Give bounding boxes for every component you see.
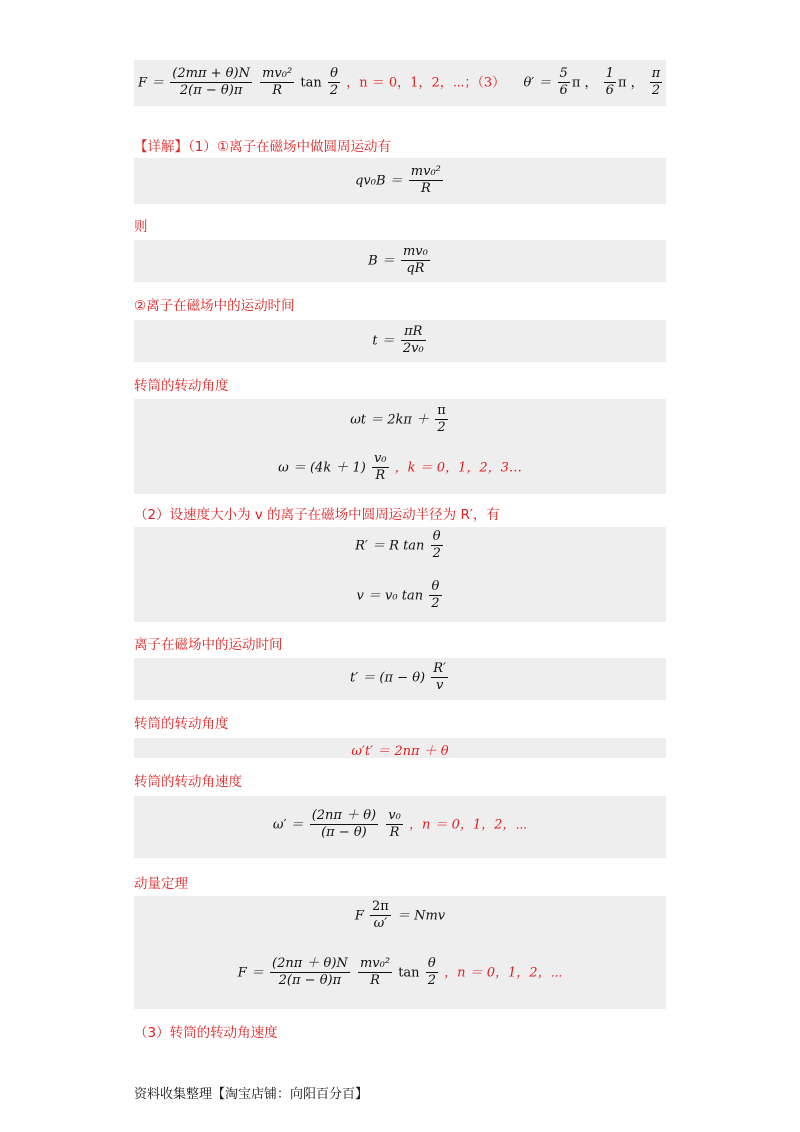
fraction: $\frac{1}{6}$ xyxy=(605,66,614,99)
text-motion-time-2: 离子在磁场中的运动时间 xyxy=(134,637,283,653)
answer-formula: F ＝ $\frac{(2m\pi + \theta)N}{2(\pi - \theta)\pi}$ $\frac{\text{mv₀²}}{R}$ tan $\frac{\theta}{2}$ ，n ＝ 0，1，2，⋯；（3） θ′ ＝ $\frac{5}{6}$ π ， $\frac{1}{6}$ π ， $\frac{\pi}{2}$ xyxy=(138,66,661,99)
theta-prime-label: θ′ ＝ xyxy=(523,75,552,91)
equation-t: t ＝ $\frac{\pi R}{\text{2v₀}}$ xyxy=(372,324,424,357)
equation-box-2 xyxy=(134,240,666,282)
answer-formula-box xyxy=(134,60,666,106)
equation-omega-prime: ω′ ＝ $\frac{(2n\pi + \theta)}{(\pi - \theta)}$ $\frac{\text{v₀}}{R}$ ，n ＝ 0，1，2，⋯ xyxy=(272,808,528,841)
equation-box-4 xyxy=(134,399,666,494)
equation-box-5 xyxy=(134,527,666,622)
detail-heading: 【详解】（1）①离子在磁场中做圆周运动有 xyxy=(134,139,391,155)
equation-box-8 xyxy=(134,796,666,858)
equation-box-6 xyxy=(134,658,666,700)
equation-qvb: qv₀B ＝ $\frac{\text{mv₀²}}{R}$ xyxy=(355,164,441,197)
equation-v: v ＝ v₀ tan $\frac{\theta}{2}$ xyxy=(356,579,440,612)
text-then: 则 xyxy=(134,219,148,235)
text-angular-velocity: 转筒的转动角速度 xyxy=(134,774,242,790)
text-rotation-angle-1: 转筒的转动角度 xyxy=(134,378,229,394)
equation-omega: ω ＝ (4k ＋ 1) $\frac{\text{v₀}}{R}$ ，k ＝ 0，1，2，3… xyxy=(278,451,522,484)
text-part-3: （3）转筒的转动角速度 xyxy=(134,1025,278,1041)
fraction: $\frac{\theta}{2}$ xyxy=(329,66,339,99)
equation-box-7 xyxy=(134,738,666,758)
fraction: $\frac{5}{6}$ xyxy=(559,66,568,99)
text-part-2: （2）设速度大小为 v 的离子在磁场中圆周运动半径为 R′，有 xyxy=(134,507,500,523)
equation-omega-t: ωt ＝ 2kπ ＋ $\frac{\pi}{2}$ xyxy=(350,403,446,436)
equation-box-3 xyxy=(134,320,666,362)
equation-omega-prime-t: ω′t′ ＝ 2nπ ＋ θ xyxy=(351,744,449,759)
equation-box-9 xyxy=(134,896,666,1009)
fraction: $\frac{(2m\pi + \theta)N}{2(\pi - \theta)\pi}$ xyxy=(172,66,250,99)
text-rotation-angle-2: 转筒的转动角度 xyxy=(134,716,229,732)
text-momentum-theorem: 动量定理 xyxy=(134,876,188,892)
fraction: $\frac{\text{mv₀²}}{R}$ xyxy=(262,66,293,99)
answer-tail: ，n ＝ 0，1，2，⋯；（3） xyxy=(346,75,506,91)
equation-b: B ＝ $\frac{\text{mv₀}}{qR}$ xyxy=(368,244,428,277)
footer-source: 资料收集整理【淘宝店铺：向阳百分百】 xyxy=(134,1087,369,1102)
formula-lhs: F xyxy=(138,75,148,91)
equation-r-prime: R′ ＝ R tan $\frac{\theta}{2}$ xyxy=(355,529,441,562)
equation-box-1 xyxy=(134,158,666,204)
equation-force: F ＝ $\frac{(2n\pi + \theta)N}{2(\pi - \theta)\pi}$ $\frac{\text{mv₀²}}{R}$ tan $\frac{\theta}{2}$ ，n ＝ 0，1，2，⋯ xyxy=(237,956,563,989)
text-motion-time: ②离子在磁场中的运动时间 xyxy=(134,298,295,314)
tan-label: tan xyxy=(300,75,322,91)
equation-t-prime: t′ ＝ (π − θ) $\frac{R'}{v}$ xyxy=(349,661,446,694)
equation-impulse: F $\frac{2\pi}{\omega'}$ ＝ Nmv xyxy=(354,899,446,932)
fraction: $\frac{\pi}{2}$ xyxy=(651,66,661,99)
